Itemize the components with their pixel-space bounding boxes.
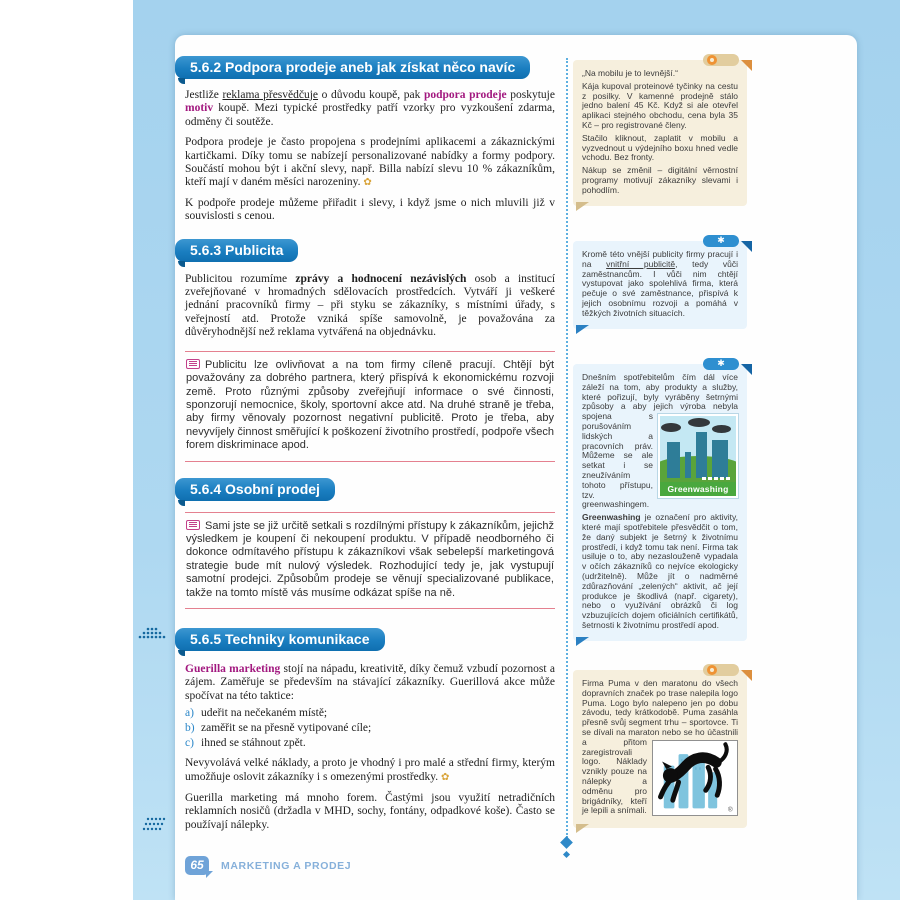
key-term: Guerilla marketing <box>185 662 281 675</box>
dot-cluster-decoration-bottom <box>140 816 172 838</box>
dash-decoration <box>702 477 730 480</box>
greenwashing-illustration <box>658 414 738 498</box>
note-block <box>185 351 555 462</box>
paragraph <box>185 273 555 340</box>
page-number-badge: 65 <box>185 856 209 875</box>
page-footer <box>185 856 351 875</box>
text-run: Podpora prodeje je často propojena s prodejními aplikacemi a zákaznickými kartičkami. Díky tomu se nabízejí personalizované nabídky a formy podpory. Součástí mohou být i akční slevy, např. Billa nabízí slevu 10 % zákazníkům, kteří mají v daném měsíci narozeniny. <box>185 136 555 189</box>
text-run: Guerilla marketing má mnoho forem. Častými jsou využití netradičních reklamních nosičů (držadla v MHD, sochy, fontány, odpadkové koše). Často se používají nálepky. <box>185 792 555 831</box>
paragraph <box>185 136 555 190</box>
text-run: koupě. Mezi typické prostředky patří vzorky pro vyzkoušení zdarma, odměny či soutěže. <box>185 102 555 128</box>
note-title: „Na mobilu je to levnější.“ <box>582 68 678 78</box>
asterisk-icon: ✱ <box>703 235 739 247</box>
bold-term: Greenwashing <box>582 512 641 523</box>
note-text: Sami jste se již určitě setkali s rozdílnými přístupy k zákazníkům, jejichž výsledkem je koupení či nekoupení produktu. V případě neodborného či dokonce odmítavého přístupu k zákazníkovi však sebelepší marketingová strategie bude mít nulový výsledek. Rozhodující tedy je, jak vystupují samotní prodejci. Způsobům prodeje se věnují specializované publikace, takže na tomto místě vás musíme odkázat spíše na ně. <box>186 519 554 599</box>
list-item <box>185 721 555 736</box>
list-item <box>185 736 555 751</box>
note-text: Kája kupoval proteinové tyčinky na cestu z posilky. V kamenné prodejně stálo jedno balení 45 Kč. Když si ale otevřel aplikaci stejného obchodu, cena byla 35 Kč – pro registrované členy. <box>582 80 738 130</box>
underlined-term: reklama přesvědčuje <box>222 89 319 101</box>
svg-text:®: ® <box>727 806 733 814</box>
section-heading-565 <box>175 628 385 651</box>
paragraph <box>185 663 555 703</box>
list-text: zaměřit se na přesně vytipované cíle; <box>201 722 372 735</box>
sidebar-note-puma-guerilla <box>573 670 747 828</box>
pin-icon <box>703 664 739 676</box>
section-heading-563 <box>175 239 298 262</box>
note-block <box>185 512 555 609</box>
text-run: Publicitou rozumíme <box>185 272 296 285</box>
key-term: podpora prodeje <box>423 89 507 101</box>
bold-term: zprávy a hodnocení nezávislých <box>295 272 467 285</box>
section-heading-562 <box>175 56 530 79</box>
text-run: Nevyvolává velké náklady, a proto je vhodný i pro malé a střední firmy, kterým umožňuje oslovit zákazníky i s omezenými prostředky. <box>185 757 555 783</box>
book-icon <box>186 520 200 530</box>
dot-cluster-decoration <box>134 626 170 642</box>
factory-tower <box>667 442 680 478</box>
paragraph <box>185 197 555 224</box>
text-run: poskytuje <box>506 89 555 101</box>
paragraph <box>185 792 555 832</box>
note-text: Greenwashing je označení pro aktivity, které mají spotřebitele přesvědčit o tom, že daný subjekt je šetrný k životnímu prostředí, i když tomu tak není. Firma tak usiluje o to, aby nezaslouženě vypadala v očích zákazníků co nejvíce ekologicky (udržitelně). Může jít o nadměrné zdůrazňování „zelených“ aktivit, ač její produkce je škodlivá (např. cigarety), nebo o využívání obrázků či log vzbuzujících dojem oficiálních certifikátů, šetrnosti k životnímu prostředí apod. <box>582 512 738 630</box>
section-title: 5.6.3 Publicita <box>190 241 284 258</box>
text-run: o důvodu koupě, pak <box>318 89 424 101</box>
note-text: Firma Puma v den maratonu do všech dopravních značek po trase nalepila logo Puma. Logo bylo nalepeno jen po dobu závodu, tedy krátkodobě. Puma zasáhla přesně svůj segment trhu – sportovce. Ti se dívali na maraton nebo se ho účastnili ® a přitom zaregistrovali logo. Náklady vznikly pouze na nálepky a odměnu pro brigádníky, kteří je lepili a snímali. <box>582 678 738 816</box>
note-text: Nákup se změnil – digitální věrnostní programy motivují zákazníky slevami i pohodlím. <box>582 165 738 195</box>
note-text: Stačilo kliknout, zaplatit v mobilu a vyzvednout u výdejního boxu hned vedle vchodu. Bez fronty. <box>582 132 738 163</box>
book-icon <box>186 359 200 369</box>
key-term: motiv <box>185 102 214 115</box>
factory-tower <box>696 432 707 478</box>
text-run: K podpoře prodeje můžeme přiřadit i slevy, i když jsme o nich mluvili již v souvislosti s cenou. <box>185 196 555 223</box>
sidebar-note-internal-publicity <box>573 236 747 329</box>
list-marker: b) <box>185 722 195 735</box>
factory-tower <box>712 440 728 478</box>
list-marker: a) <box>185 707 194 720</box>
flower-icon: ✿ <box>441 771 450 783</box>
note-text: Dnešním spotřebitelům čím dál více záleží na tom, aby produkty a služby, které pořizují, byly vyráběny šetrnými způsoby a aby jejich výroba nebyla Greenwashing spojena s porušováním lidských a pracovních práv. Můžeme se ale setkat i se zneužíváním tohoto přístupu, tzv. greenwashingem. <box>582 373 738 510</box>
note-text: Kromě této vnější publicity firmy pracují i na vnitřní publicitě, tedy vůči zaměstnancům. I vůči nim chtějí vystupovat jako spolehlivá firma, která pečuje o své zaměstnance, přispívá k jejich osobnímu rozvoji a pomáhá v těžkých životních situacích. <box>582 249 738 318</box>
paragraph <box>185 757 555 784</box>
section-title: 5.6.5 Techniky komunikace <box>190 630 370 647</box>
puma-logo-illustration <box>652 740 738 816</box>
sidebar-note-mobile-discount <box>573 60 747 206</box>
text-run: stojí na nápadu, kreativitě, díky čemuž vzbudí pozornost a zájem. Zaměřuje se především na stávající zákazníky. Guerillová akce může spočívat na této taktice: <box>185 662 555 702</box>
text-run: osob a institucí zveřejňované v hromadných sdělovacích prostředcích. Vytváří ji veškeré jednání pracovníků firmy – při styku se zákazníky, s místními úřady, s veřejností atd. Protože vzniká spíše samovolně, je považována za důvěryhodnější než reklama vytvářená na objednávku. <box>185 272 556 339</box>
pin-icon <box>703 54 739 66</box>
tactics-list <box>185 706 555 751</box>
section-title: 5.6.2 Podpora prodeje aneb jak získat něco navíc <box>190 59 516 75</box>
sidebar-note-greenwashing <box>573 359 747 641</box>
text-run: Jestliže <box>185 89 223 101</box>
note-text: Publicitu lze ovlivňovat a na tom firmy cíleně pracují. Chtějí být považovány za dobrého partnera, který přispívá k ekonomickému rozvoji země. Proto různými způsoby zveřejňují informace o své činnosti, sponzorují nemocnice, školy, sportovní akce atd. Na druhé straně je třeba, aby firmy věnovaly pozornost negativní publicitě. Proto je třeba, aby nevyvíjely činnost směřující k poškození životního prostředí, podpoře všech forem diskriminace apod. <box>186 358 554 452</box>
dotted-divider <box>566 58 568 838</box>
paragraph <box>185 89 555 129</box>
list-text: udeřit na nečekaném místě; <box>201 707 328 720</box>
asterisk-icon: ✱ <box>703 358 739 370</box>
list-text: ihned se stáhnout zpět. <box>201 737 306 750</box>
main-column <box>185 50 555 832</box>
puma-logo-graphic <box>653 741 737 815</box>
list-item <box>185 706 555 721</box>
flower-icon: ✿ <box>363 177 372 189</box>
chapter-label: MARKETING A PRODEJ <box>221 859 352 872</box>
greenwashing-label: Greenwashing <box>660 482 736 496</box>
section-title: 5.6.4 Osobní prodej <box>190 480 320 497</box>
list-marker: c) <box>185 737 194 750</box>
underlined-term: vnitřní publicitě <box>606 258 676 269</box>
section-heading-564 <box>175 478 335 501</box>
factory-pipe <box>685 452 691 478</box>
